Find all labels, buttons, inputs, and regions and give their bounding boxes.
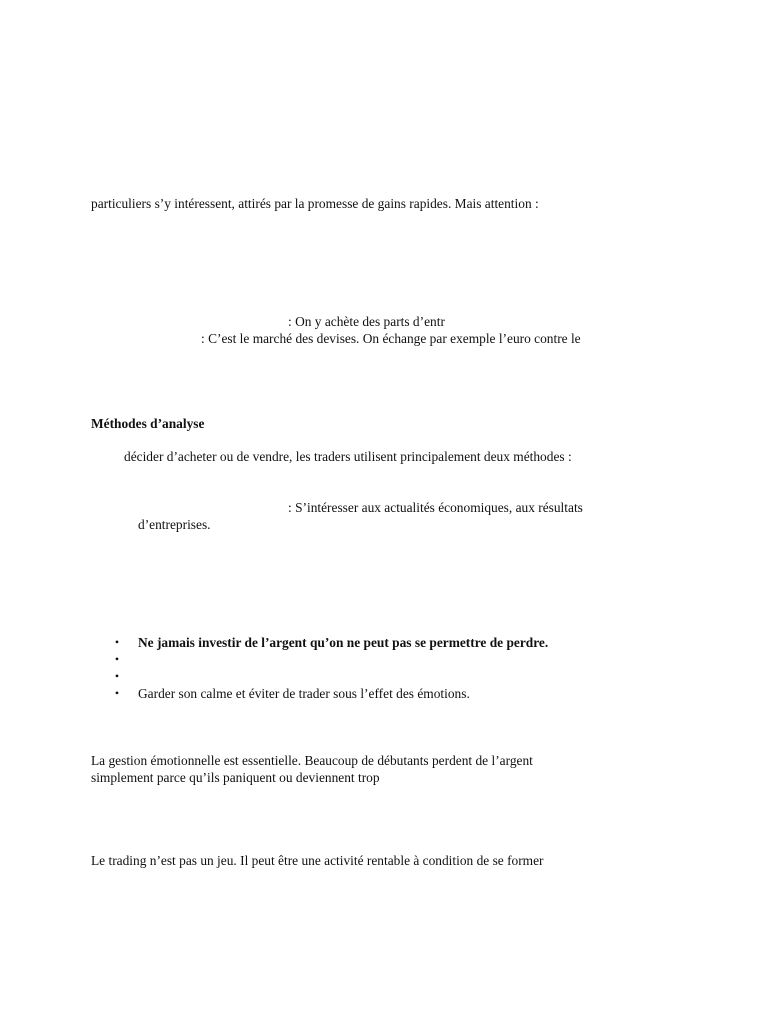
intro-paragraph-line: particuliers s’y intéressent, attirés par la promesse de gains rapides. Mais attention : xyxy=(91,196,539,211)
bullet-icon: • xyxy=(114,686,120,700)
conclusion-paragraph-line: Le trading n’est pas un jeu. Il peut être une activité rentable à condition de se former xyxy=(91,853,544,868)
market-forex-line: : C’est le marché des devises. On échange par exemple l’euro contre le xyxy=(201,331,581,346)
list-item-text: Garder son calme et éviter de trader sous l’effet des émotions. xyxy=(138,686,470,701)
fundamental-analysis-line-continued: d’entreprises. xyxy=(138,517,211,532)
bullet-icon: • xyxy=(114,635,120,649)
section-heading: Méthodes d’analyse xyxy=(91,416,205,431)
bullet-icon: • xyxy=(114,652,120,666)
emotion-paragraph-line: La gestion émotionnelle est essentielle. Beaucoup de débutants perdent de l’argent xyxy=(91,753,533,768)
list-item-text: Ne jamais investir de l’argent qu’on ne peut pas se permettre de perdre. xyxy=(138,635,549,650)
emotion-paragraph-line-continued: simplement parce qu’ils paniquent ou deviennent trop xyxy=(91,770,380,785)
bullet-icon: • xyxy=(114,669,120,683)
methods-intro-line: décider d’acheter ou de vendre, les traders utilisent principalement deux méthodes : xyxy=(124,449,572,464)
fundamental-analysis-line: : S’intéresser aux actualités économiques, aux résultats xyxy=(288,500,583,515)
market-stocks-line: : On y achète des parts d’entr xyxy=(288,314,445,329)
